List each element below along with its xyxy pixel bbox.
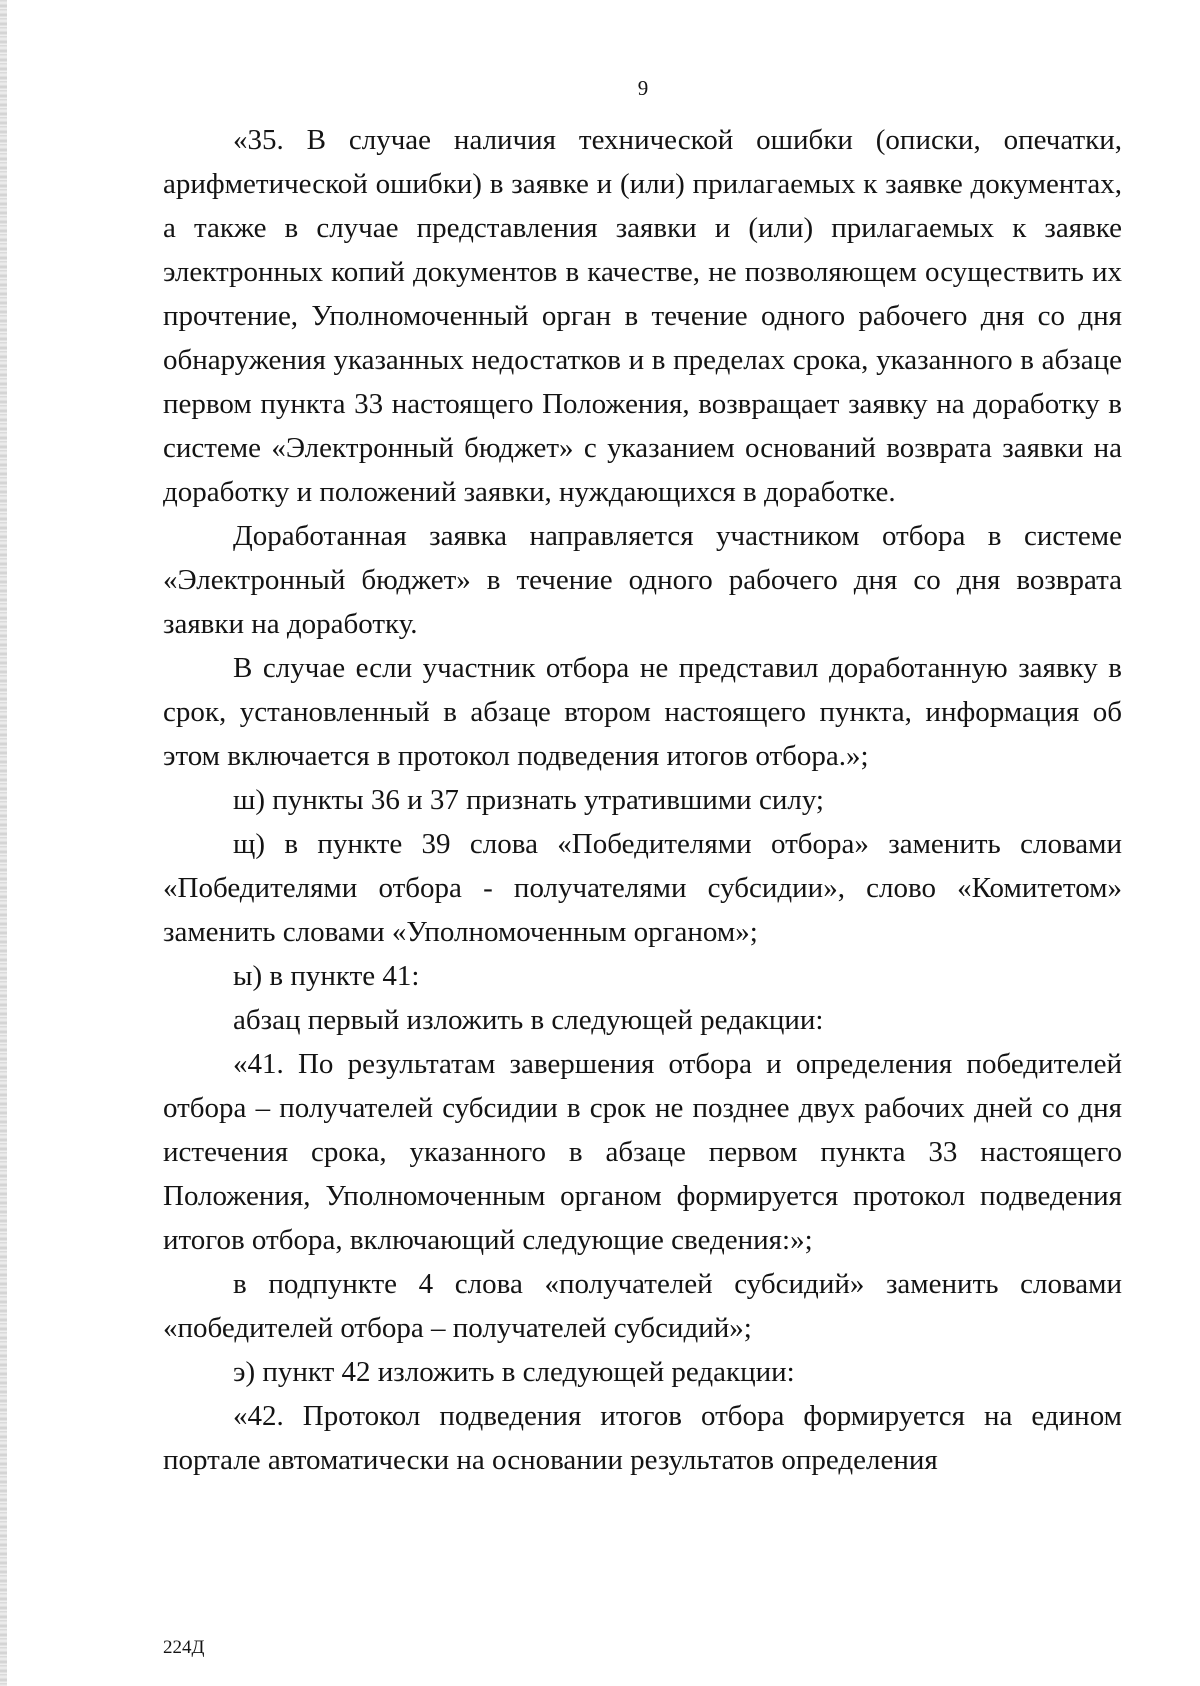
paragraph-subpoint-4: в подпункте 4 слова «получателей субсидий» заменить словами «победителей отбора – получателей субсидий»; xyxy=(163,1268,1122,1344)
paragraph-shch: щ) в пункте 39 слова «Победителями отбора» заменить словами «Победителями отбора - получателями субсидии», слово «Комитетом» заменить словами «Уполномоченным органом»; xyxy=(163,828,1122,948)
paragraph-42: «42. Протокол подведения итогов отбора формируется на едином портале автоматически на основании результатов определения xyxy=(163,1400,1122,1476)
document-body xyxy=(163,118,1122,1482)
paragraph-not-submitted: В случае если участник отбора не представил доработанную заявку в срок, установленный в абзаце втором настоящего пункта, информация об этом включается в протокол подведения итогов отбора.»; xyxy=(163,652,1122,772)
paragraph-35: «35. В случае наличия технической ошибки (описки, опечатки, арифметической ошибки) в заявке и (или) прилагаемых к заявке документах, а также в случае представления заявки и (или) прилагаемых к заявке электронных копий документов в качестве, не позволяющем осуществить их прочтение, Уполномоченный орган в течение одного рабочего дня со дня обнаружения указанных недостатков и в пределах срока, указанного в абзаце первом пункта 33 настоящего Положения, возвращает заявку на доработку в системе «Электронный бюджет» с указанием оснований возврата заявки на доработку и положений заявки, нуждающихся в доработке. xyxy=(163,124,1122,508)
footer-document-code: 224Д xyxy=(163,1637,205,1658)
paragraph-e: э) пункт 42 изложить в следующей редакции: xyxy=(233,1356,795,1388)
page-number: 9 xyxy=(637,76,649,100)
paragraph-reworked-application: Доработанная заявка направляется участником отбора в системе «Электронный бюджет» в течение одного рабочего дня со дня возврата заявки на доработку. xyxy=(163,520,1122,640)
paragraph-sh: ш) пункты 36 и 37 признать утратившими силу; xyxy=(233,784,824,816)
paragraph-41: «41. По результатам завершения отбора и определения победителей отбора – получателей субсидии в срок не позднее двух рабочих дней со дня истечения срока, указанного в абзаце первом пункта 33 настоящего Положения, Уполномоченным органом формируется протокол подведения итогов отбора, включающий следующие сведения:»; xyxy=(163,1048,1122,1256)
scan-edge xyxy=(0,0,7,1686)
paragraph-abzac-first: абзац первый изложить в следующей редакции: xyxy=(233,1004,824,1036)
paragraph-y: ы) в пункте 41: xyxy=(233,960,420,992)
